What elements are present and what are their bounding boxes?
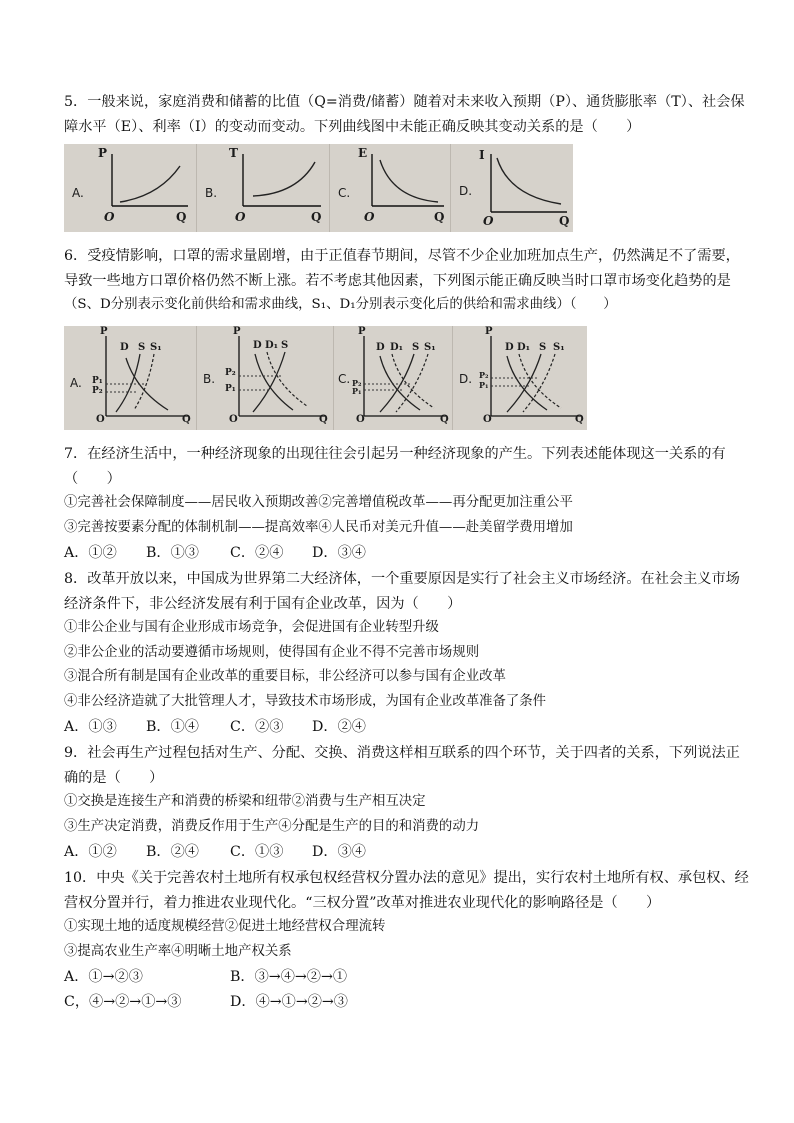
question-8-statement-3: ③混合所有制是国有企业改革的重要目标，非公经济可以参与国有企业改革 (64, 669, 506, 684)
q6-option-c-price-1: P₁ (352, 386, 362, 396)
q6-option-c-curve-s: S (412, 342, 420, 353)
question-10 (64, 866, 749, 964)
question-8-statement-1: ①非公企业与国有企业形成市场竞争，会促进国有企业转型升级 (64, 620, 439, 635)
q6-option-a-label: A. (70, 376, 82, 390)
question-8-stem-line2: 经济条件下，非公经济发展有利于国有企业改革，因为（ ） (64, 595, 462, 612)
question-9-stem-line2: 确的是（ ） (64, 769, 164, 786)
q5-option-c-label: C. (338, 186, 351, 200)
question-8-statement-2: ②非公企业的活动要遵循市场规则，使得国有企业不得不完善市场规则 (64, 644, 480, 660)
q6-option-d-curve-s: S (539, 342, 547, 353)
question-6-stem-line3: （S、D分别表示变化前供给和需求曲线，S₁、D₁分别表示变化后的供给和需求曲线）（ ） (64, 297, 617, 312)
q6-option-b-curve-d1: D₁ (265, 340, 279, 351)
q6-option-c-yaxis: P (358, 326, 366, 337)
q6-option-b-curve-d: D (253, 340, 262, 351)
q5-option-b-xaxis: Q (311, 210, 322, 224)
q5-option-a-xaxis: Q (176, 210, 187, 224)
q6-option-d-price-2: P₂ (479, 370, 489, 380)
q6-option-a-price-1: P₁ (92, 376, 103, 386)
question-10-statement-2: ③提高农业生产率④明晰土地产权关系 (64, 943, 292, 959)
question-6 (64, 244, 740, 318)
question-7-stem-line1: 7．在经济生活中，一种经济现象的出现往往会引起另一种经济现象的产生。下列表述能体现这一关系的有 (64, 446, 726, 462)
q5-option-c-xaxis: Q (434, 210, 445, 224)
question-5-figures (64, 144, 573, 232)
q5-option-a-origin: O (104, 210, 115, 224)
q5-option-c-graph (330, 144, 451, 232)
q6-option-c-label: C. (338, 372, 351, 386)
q6-option-a-curve-s: S (138, 342, 146, 353)
q5-option-a-label: A. (72, 186, 84, 200)
q5-option-d-label: D. (459, 184, 473, 198)
q5-option-c-origin: O (364, 210, 375, 224)
q6-option-b-xaxis: Q (319, 414, 328, 425)
q6-option-a-curve-s1: S₁ (150, 342, 162, 353)
q6-option-b-origin: O (229, 414, 238, 425)
q5-option-b-label: B. (205, 186, 218, 200)
q7-option-a[interactable]: A．①② (64, 545, 117, 561)
question-8 (64, 567, 740, 714)
q6-option-c-origin: O (356, 414, 365, 425)
question-7 (64, 442, 732, 540)
q6-option-d-label: D. (459, 372, 473, 386)
q6-option-d-yaxis: P (485, 326, 493, 337)
q8-option-b[interactable]: B．①④ (146, 719, 199, 735)
q6-option-a-yaxis: P (100, 326, 108, 337)
question-10-statement-1: ①实现土地的适度规模经营②促进土地经营权合理流转 (64, 919, 386, 934)
q7-option-d[interactable]: D．③④ (312, 545, 366, 561)
q6-option-a-origin: O (96, 414, 105, 425)
question-5-stem-line1: 5．一般来说，家庭消费和储蓄的比值（Q=消费/储蓄）随着对未来收入预期（P）、通货膨胀率（T）、社会保 (64, 94, 745, 110)
q6-option-b-graph (197, 326, 334, 430)
q9-option-a[interactable]: A．①② (64, 844, 117, 860)
q9-option-b[interactable]: B．②④ (146, 844, 199, 860)
question-9 (64, 741, 740, 839)
q5-option-d-origin: O (483, 214, 494, 228)
q6-option-c-graph (334, 326, 453, 430)
q5-option-a-yaxis: P (98, 146, 108, 160)
q6-option-a-graph (64, 326, 197, 430)
question-10-stem-line2: 营权分置并行，着力推进农业现代化。“三权分置”改革对推进农业现代化的影响路径是（ ） (64, 894, 661, 911)
q6-option-d-price-1: P₁ (479, 380, 489, 390)
q7-option-c[interactable]: C．②④ (230, 545, 284, 561)
q6-option-c-curve-d: D (376, 342, 385, 353)
q6-option-a-curves (64, 326, 196, 430)
q6-option-d-curve-s1: S₁ (553, 342, 565, 353)
question-7-statement-1: ①完善社会保障制度——居民收入预期改善②完善增值税改革——再分配更加注重公平 (64, 495, 573, 510)
question-8-statement-4: ④非公经济造就了大批管理人才，导致技术市场形成，为国有企业改革准备了条件 (64, 693, 547, 709)
q9-option-c[interactable]: C．①③ (230, 844, 284, 860)
question-6-stem-line2: 导致一些地方口罩价格仍然不断上涨。若不考虑其他因素，下列图示能正确反映当时口罩市场变化趋势的是 (64, 272, 731, 289)
q6-option-d-xaxis: Q (575, 414, 584, 425)
question-6-figures (64, 326, 587, 430)
q10-option-c[interactable]: C，④→②→①→③ (64, 994, 182, 1010)
q8-option-a[interactable]: A．①③ (64, 719, 117, 735)
q5-option-b-origin: O (235, 210, 246, 224)
q6-option-d-curve-d1: D₁ (517, 342, 531, 353)
q6-option-b-curve-s: S (281, 340, 289, 351)
q5-option-d-yaxis: I (479, 148, 485, 162)
q6-option-c-price-2: P₂ (352, 378, 362, 388)
q6-option-a-price-2: P₂ (92, 386, 103, 396)
q8-option-c[interactable]: C．②③ (230, 719, 284, 735)
q6-option-b-price-1: P₁ (225, 384, 236, 394)
question-7-stem-line2: （ ） (64, 470, 121, 487)
question-8-stem-line1: 8．改革开放以来，中国成为世界第二大经济体，一个重要原因是实行了社会主义市场经济。在社会主义市场 (64, 571, 740, 587)
q5-option-b-graph (197, 144, 330, 232)
q5-option-c-yaxis: E (358, 146, 368, 160)
q6-option-c-xaxis: Q (440, 414, 449, 425)
question-10-stem-line1: 10．中央《关于完善农村土地所有权承包权经营权分置办法的意见》提出，实行农村土地所有权、承包权、经 (64, 870, 749, 886)
q10-option-b[interactable]: B．③→④→②→① (230, 969, 348, 985)
question-5 (64, 90, 745, 139)
q6-option-b-price-2: P₂ (225, 368, 236, 378)
q6-option-b-label: B. (203, 372, 216, 386)
q5-option-d-graph (451, 144, 573, 232)
q5-option-b-yaxis: T (229, 146, 238, 160)
question-5-stem-line2: 障水平（E）、利率（I）的变动而变动。下列曲线图中未能正确反映其变动关系的是（ ） (64, 118, 641, 135)
q6-option-c-curve-d1: D₁ (390, 342, 404, 353)
question-9-stem-line1: 9．社会再生产过程包括对生产、分配、交换、消费这样相互联系的四个环节，关于四者的关系，下列说法正 (64, 745, 740, 761)
q6-option-d-curve-d: D (505, 342, 514, 353)
q10-option-a[interactable]: A．①→②③ (64, 969, 143, 985)
q8-option-d[interactable]: D．②④ (312, 719, 366, 735)
q9-option-d[interactable]: D．③④ (312, 844, 366, 860)
q6-option-b-yaxis: P (233, 326, 241, 337)
question-7-statement-2: ③完善按要素分配的体制机制——提高效率④人民币对美元升值——赴美留学费用增加 (64, 519, 573, 535)
question-6-stem-line1: 6．受疫情影响，口罩的需求量剧增，由于正值春节期间，尽管不少企业加班加点生产，仍然满足不了需要， (64, 248, 740, 264)
q6-option-a-curve-d: D (120, 342, 129, 353)
q7-option-b[interactable]: B．①③ (146, 545, 199, 561)
question-9-statement-2: ③生产决定消费，消费反作用于生产④分配是生产的目的和消费的动力 (64, 818, 480, 834)
q6-option-c-curve-s1: S₁ (424, 342, 436, 353)
q10-option-d[interactable]: D．④→①→②→③ (230, 994, 348, 1010)
q6-option-d-graph (453, 326, 587, 430)
q5-option-a-graph (64, 144, 197, 232)
q6-option-d-origin: O (483, 414, 492, 425)
question-9-statement-1: ①交换是连接生产和消费的桥梁和纽带②消费与生产相互决定 (64, 794, 426, 809)
q5-option-d-xaxis: Q (559, 214, 570, 228)
q6-option-a-xaxis: Q (182, 414, 191, 425)
